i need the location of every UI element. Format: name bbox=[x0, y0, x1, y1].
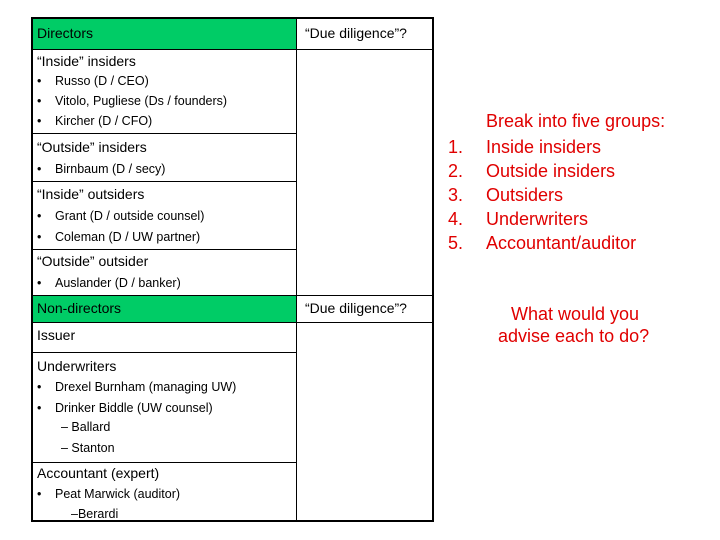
list-item: • Vitolo, Pugliese (Ds / founders) bbox=[55, 93, 227, 109]
outside-outsider-title: “Outside” outsider bbox=[37, 253, 149, 269]
issuer-title: Issuer bbox=[37, 327, 76, 343]
row-divider bbox=[33, 462, 296, 463]
question-line-2: advise each to do? bbox=[498, 326, 650, 346]
row-divider bbox=[33, 322, 432, 323]
inside-outsiders-title: “Inside” outsiders bbox=[37, 186, 145, 202]
group-item: 3. Outsiders bbox=[448, 185, 564, 205]
list-item: • Coleman (D / UW partner) bbox=[55, 229, 200, 245]
groups-title: Break into five groups: bbox=[486, 111, 666, 131]
diligence-table bbox=[31, 17, 434, 522]
groups-list bbox=[448, 135, 636, 255]
row-divider bbox=[33, 181, 296, 182]
row-divider bbox=[33, 133, 296, 134]
directors-header: Directors bbox=[37, 25, 94, 41]
column-divider bbox=[296, 19, 297, 520]
group-item: 4. Underwriters bbox=[448, 209, 589, 229]
question-line-1: What would you bbox=[511, 304, 640, 324]
group-item: 5. Accountant/auditor bbox=[448, 233, 637, 253]
list-item: • Kircher (D / CFO) bbox=[55, 113, 152, 129]
due-diligence-header-2: “Due diligence”? bbox=[305, 300, 407, 316]
list-item: • Drinker Biddle (UW counsel) bbox=[55, 400, 213, 416]
list-item: • Birnbaum (D / secy) bbox=[55, 161, 165, 177]
row-divider bbox=[33, 249, 296, 250]
sub-list-item: –Berardi bbox=[71, 507, 119, 521]
accountant-title: Accountant (expert) bbox=[37, 465, 160, 481]
due-diligence-header-1: “Due diligence”? bbox=[305, 25, 407, 41]
sub-list-item: – Ballard bbox=[61, 420, 111, 434]
group-item: 1. Inside insiders bbox=[448, 137, 602, 157]
underwriters-title: Underwriters bbox=[37, 358, 117, 374]
list-item: • Auslander (D / banker) bbox=[55, 275, 181, 291]
inside-insiders-title: “Inside” insiders bbox=[37, 53, 136, 69]
outside-insiders-title: “Outside” insiders bbox=[37, 139, 147, 155]
list-item: • Drexel Burnham (managing UW) bbox=[55, 379, 236, 395]
list-item: • Peat Marwick (auditor) bbox=[55, 486, 180, 502]
list-item: • Grant (D / outside counsel) bbox=[55, 208, 204, 224]
row-divider bbox=[33, 352, 296, 353]
group-item: 2. Outside insiders bbox=[448, 161, 616, 181]
nondirectors-header: Non-directors bbox=[37, 300, 122, 316]
row-divider bbox=[33, 295, 432, 296]
row-divider bbox=[33, 49, 432, 50]
list-item: • Russo (D / CEO) bbox=[55, 73, 149, 89]
sub-list-item: – Stanton bbox=[61, 441, 115, 455]
